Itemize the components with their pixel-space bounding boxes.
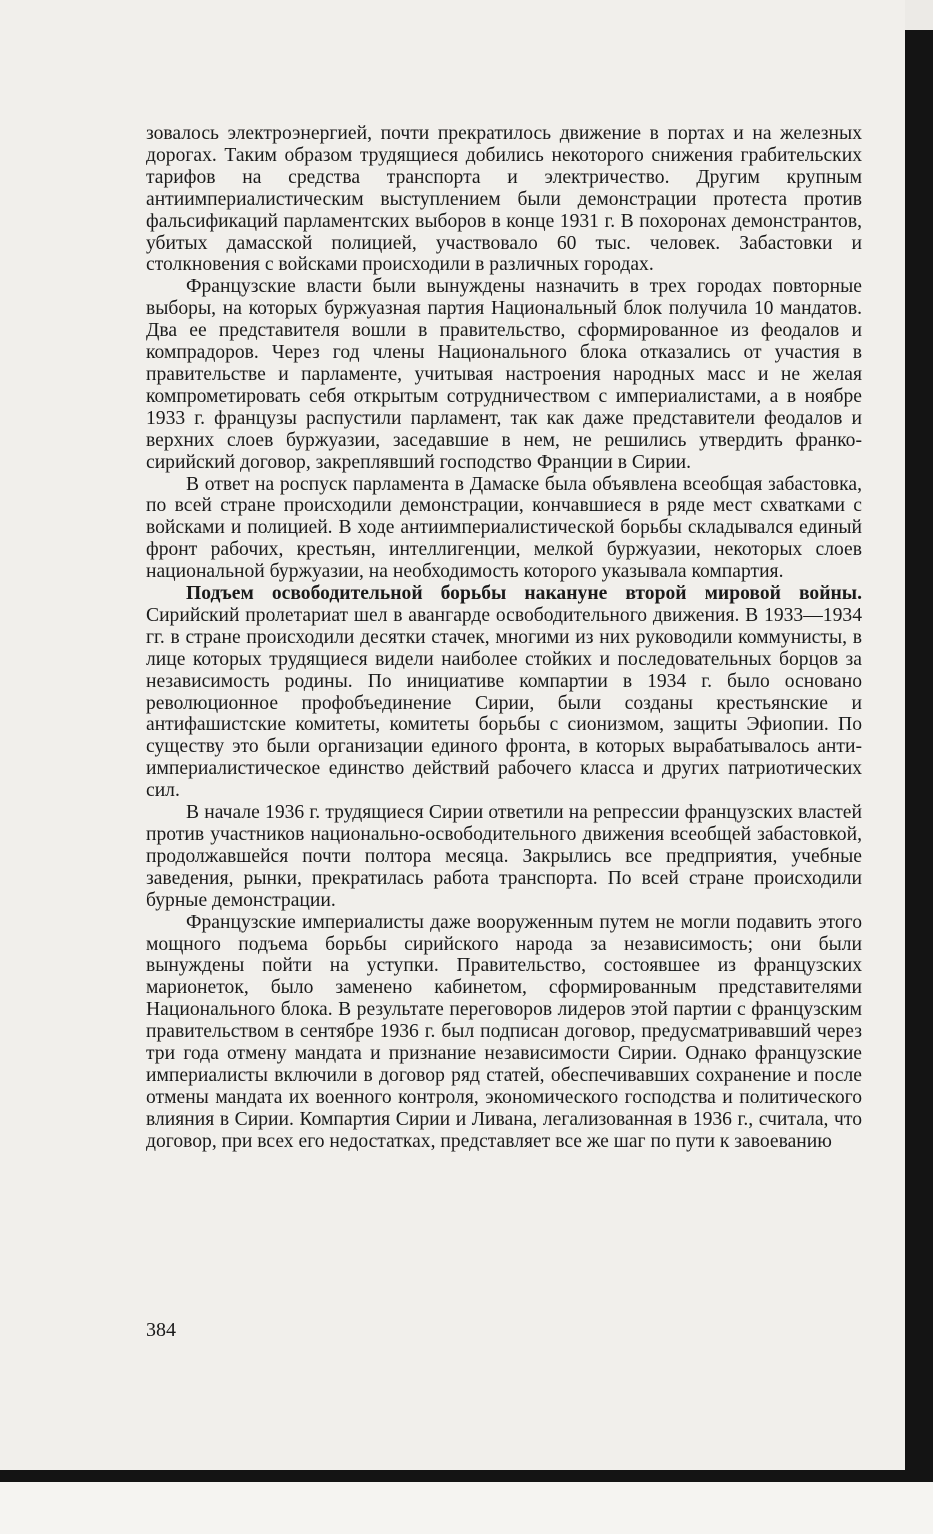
section-heading: Подъем освободительной борьбы накануне второй мировой войны. [186, 583, 862, 605]
paragraph [146, 802, 862, 912]
paragraph-text: Французские власти были вынуждены назначить в трех городах повторные выборы, на которых буржуазная партия Национальный блок получила 10 мандатов. Два ее представителя вошли в правительство, сформированное из феодалов и компрадоров. Через год члены Национального блока отказались от участия в правительстве и парламенте, учитывая настроения народных масс и не желая компрометировать себя открытым сотрудничеством с империалистами, а в ноябре 1933 г. французы распустили парламент, так как даже представители феодалов и верхних слоев буржуазии, заседавшие в нем, не решились утвердить франко-сирийский договор, закреплявший господство Франции в Сирии. [146, 276, 862, 473]
page-number: 384 [146, 1319, 176, 1341]
paragraph [146, 912, 862, 1153]
paragraph [146, 583, 862, 802]
scan-edge-right [905, 30, 933, 1490]
paragraph [146, 276, 862, 473]
paragraph-text: Французские империалисты даже вооруженным путем не могли подавить этого мощного подъема борьбы сирийского народа за независимость; они были вынуждены пойти на уступки. Правительство, состоявшее из французских марионеток, было заменено кабинетом, сформированным представителями Национального блока. В результате переговоров лидеров этой партии с французским правительством в сентябре 1936 г. был подписан договор, предусматривавший через три года отмену мандата и признание независимости Сирии. Однако французские империалисты включили в договор ряд статей, обеспечивавших сохранение и после отмены мандата их военного контроля, экономического господства и политического влияния в Сирии. Компартия Сирии и Ливана, легализованная в 1936 г., считала, что договор, при всех его недостатках, представляет все же шаг по пути к завоеванию [146, 911, 862, 1152]
paragraph [146, 474, 862, 584]
paragraph-text: зовалось электроэнергией, почти прекратилось движение в портах и на железных дорогах. Таким образом трудящиеся добились некоторого снижения грабительских тарифов на средства транспорта и электричество. Другим крупным антиимпериалистическим выступлением были демонстрации протеста против фальсификаций парламентских выборов в конце 1931 г. В похоронах демонстрантов, убитых дамасской полицией, участвовало 60 тыс. человек. Забастовки и столкновения с войсками происходили в различных городах. [146, 123, 862, 276]
scan-edge-bottom [0, 1470, 905, 1482]
paragraph-text: В начале 1936 г. трудящиеся Сирии ответили на репрессии французских властей против участников национально-освободительного движения всеобщей забастовкой, продолжавшейся почти полтора месяца. Закрылись все предприятия, учебные заведения, рынки, прекратилась работа транспорта. По всей стране происходили бурные демонстрации. [146, 802, 862, 911]
body-text [146, 123, 862, 1153]
paragraph-text: Сирийский пролетариат шел в авангарде освободительного движения. В 1933—1934 гг. в стране происходили десятки стачек, многими из них руководили коммунисты, в лице которых трудящиеся видели наиболее стойких и последовательных борцов за независимость родины. По инициативе компартии в 1934 г. было основано революционное профобъединение Сирии, были созданы крестьянские и антифашистские комитеты, комитеты борьбы с сионизмом, защиты Эфиопии. По существу это были организации единого фронта, в которых вырабатывалось антиимпериалистическое единство действий рабочего класса и других патриотических сил. [146, 604, 862, 802]
paragraph-text: В ответ на роспуск парламента в Дамаске была объявлена всеобщая забастовка, по всей стране происходили демонстрации, кончавшиеся в ряде мест схватками с войсками и полицией. В ходе антиимпериалистической борьбы складывался единый фронт рабочих, крестьян, интеллигенции, мелкой буржуазии, некоторых слоев национальной буржуазии, на необходимость которого указывала компартия. [146, 473, 862, 583]
scan-margin-bottom [0, 1482, 933, 1534]
paragraph [146, 123, 862, 276]
